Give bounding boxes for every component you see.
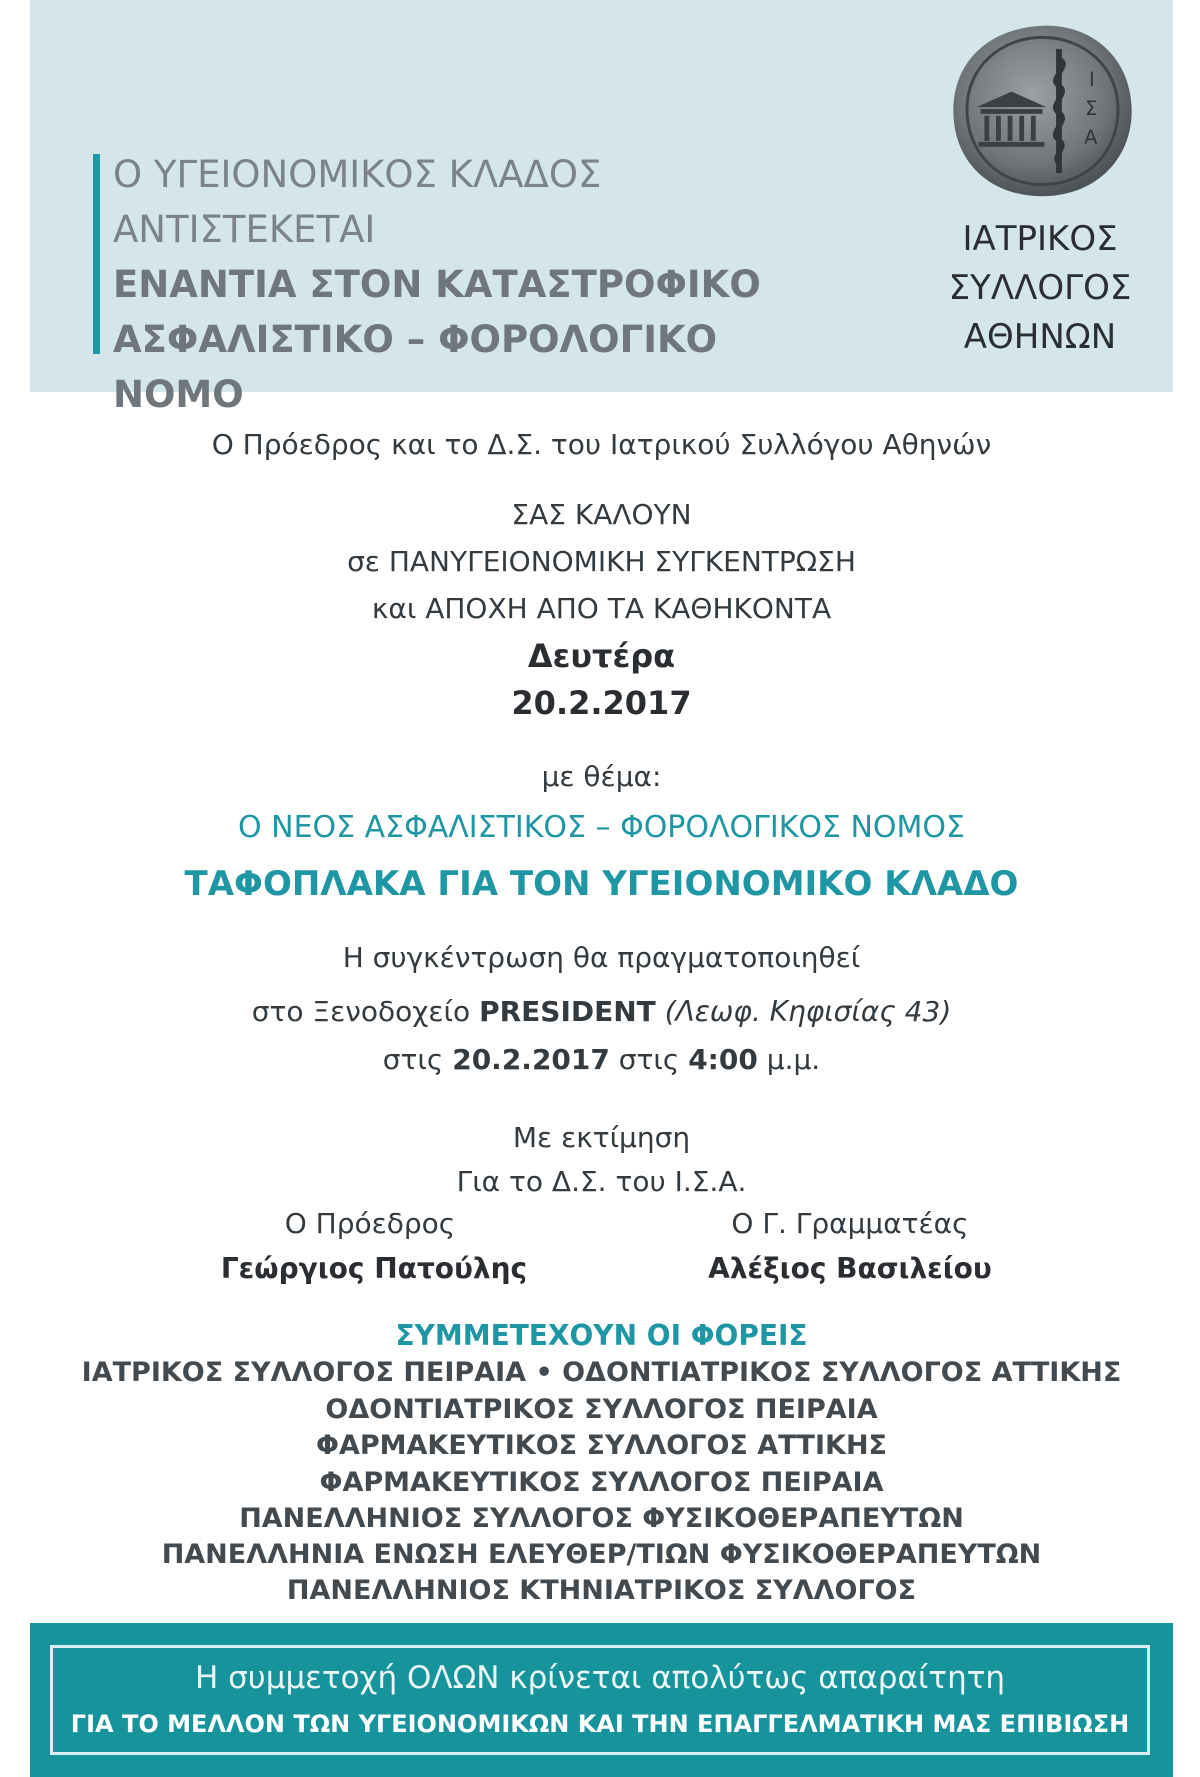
venue-address: (Λεωφ. Κηφισίας 43)	[664, 995, 952, 1028]
invite-line-3: και ΑΠΟΧΗ ΑΠΟ ΤΑ ΚΑΘΗΚΟΝΤΑ	[371, 592, 832, 625]
org-name	[900, 215, 1180, 362]
intro-line: Ο Πρόεδρος και το Δ.Σ. του Ιατρικού Συλλόγου Αθηνών	[211, 428, 992, 461]
header-slogan	[113, 147, 833, 422]
venue-prefix: στο Ξενοδοχείο	[251, 995, 471, 1028]
venue-line	[30, 995, 1173, 1028]
signature-role-secretary: Ο Γ. Γραμματέας	[731, 1207, 969, 1240]
header-line-1: Ο ΥΓΕΙΟΝΟΜΙΚΟΣ ΚΛΑΔΟΣ	[113, 153, 602, 196]
header-line-2: ΑΝΤΙΣΤΕΚΕΤΑΙ	[113, 208, 376, 251]
participant-item: ΠΑΝΕΛΛΗΝΙΟΣ ΚΤΗΝΙΑΤΡΙΚΟΣ ΣΥΛΛΟΓΟΣ	[286, 1575, 917, 1606]
header-line-3: ΕΝΑΝΤΙΑ ΣΤΟΝ ΚΑΤΑΣΤΡΟΦΙΚΟ	[113, 263, 761, 306]
topic-line-2: ΤΑΦΟΠΛΑΚΑ ΓΙΑ ΤΟΝ ΥΓΕΙΟΝΟΜΙΚΟ ΚΛΑΔΟ	[184, 864, 1019, 904]
signature-role-president: Ο Πρόεδρος	[284, 1207, 456, 1240]
footer-banner	[30, 1623, 1173, 1777]
participant-item: ΦΑΡΜΑΚΕΥΤΙΚΟΣ ΣΥΛΛΟΓΟΣ ΠΕΙΡΑΙΑ	[319, 1467, 884, 1498]
footer-line-2: ΓΙΑ ΤΟ ΜΕΛΛΟΝ ΤΩΝ ΥΓΕΙΟΝΟΜΙΚΩΝ ΚΑΙ ΤΗΝ ΕΠΑΓΓΕΛΜΑΤΙΚΗ ΜΑΣ ΕΠΙΒΙΩΣΗ	[70, 1710, 1130, 1738]
event-date: 20.2.2017	[511, 684, 692, 722]
participant-item: ΙΑΤΡΙΚΟΣ ΣΥΛΛΟΓΟΣ ΠΕΙΡΑΙΑ • ΟΔΟΝΤΙΑΤΡΙΚΟΣ ΣΥΛΛΟΓΟΣ ΑΤΤΙΚΗΣ	[81, 1357, 1122, 1388]
footer-frame	[50, 1645, 1150, 1755]
org-name-line-3: ΑΘΗΝΩΝ	[963, 317, 1117, 357]
when-date: 20.2.2017	[452, 1043, 610, 1076]
invite-line-2: σε ΠΑΝΥΓΕΙΟΝΟΜΙΚΗ ΣΥΓΚΕΝΤΡΩΣΗ	[347, 545, 856, 578]
medical-association-seal-icon	[945, 18, 1140, 202]
org-name-line-1: ΙΑΤΡΙΚΟΣ	[962, 219, 1118, 259]
when-suffix: μ.μ.	[766, 1043, 821, 1076]
on-behalf-line: Για το Δ.Σ. του Ι.Σ.Α.	[456, 1165, 747, 1198]
participant-item: ΠΑΝΕΛΛΗΝΙΑ ΕΝΩΣΗ ΕΛΕΥΘΕΡ/ΤΙΩΝ ΦΥΣΙΚΟΘΕΡΑΠΕΥΤΩΝ	[161, 1539, 1042, 1570]
seal-letter-a: Α	[1084, 125, 1098, 149]
venue-intro: Η συγκέντρωση θα πραγματοποιηθεί	[342, 941, 861, 974]
when-mid: στις	[618, 1043, 680, 1076]
venue-name: PRESIDENT	[479, 995, 656, 1028]
when-time: 4:00	[688, 1043, 758, 1076]
signature-name-president: Γεώργιος Πατούλης	[220, 1252, 528, 1285]
topic-line-1: Ο ΝΕΟΣ ΑΣΦΑΛΙΣΤΙΚΟΣ – ΦΟΡΟΛΟΓΙΚΟΣ ΝΟΜΟΣ	[238, 810, 965, 845]
signature-name-secretary: Αλέξιος Βασιλείου	[708, 1252, 992, 1285]
event-day: Δευτέρα	[527, 637, 676, 675]
topic-label: με θέμα:	[541, 760, 662, 793]
footer-line-1: Η συμμετοχή ΟΛΩΝ κρίνεται απολύτως απαραίτητη	[194, 1660, 1006, 1696]
seal-letter-i: Ι	[1088, 67, 1095, 91]
participant-item: ΦΑΡΜΑΚΕΥΤΙΚΟΣ ΣΥΛΛΟΓΟΣ ΑΤΤΙΚΗΣ	[316, 1430, 887, 1461]
participant-item: ΠΑΝΕΛΛΗΝΙΟΣ ΣΥΛΛΟΓΟΣ ΦΥΣΙΚΟΘΕΡΑΠΕΥΤΩΝ	[239, 1503, 964, 1534]
header-banner	[30, 0, 1173, 416]
when-line	[30, 1043, 1173, 1076]
org-name-line-2: ΣΥΛΛΟΓΟΣ	[948, 268, 1132, 308]
participant-item: ΟΔΟΝΤΙΑΤΡΙΚΟΣ ΣΥΛΛΟΓΟΣ ΠΕΙΡΑΙΑ	[325, 1394, 878, 1425]
header-accent-bar	[93, 154, 100, 354]
regards-line: Με εκτίμηση	[512, 1121, 691, 1154]
invite-line-1: ΣΑΣ ΚΑΛΟΥΝ	[511, 498, 692, 531]
seal-letter-s: Σ	[1085, 96, 1098, 120]
when-prefix: στις	[382, 1043, 444, 1076]
header-line-4: ΑΣΦΑΛΙΣΤΙΚΟ – ΦΟΡΟΛΟΓΙΚΟ ΝΟΜΟ	[113, 318, 718, 416]
participants-heading: ΣΥΜΜΕΤΕΧΟΥΝ ΟΙ ΦΟΡΕΙΣ	[395, 1319, 808, 1352]
